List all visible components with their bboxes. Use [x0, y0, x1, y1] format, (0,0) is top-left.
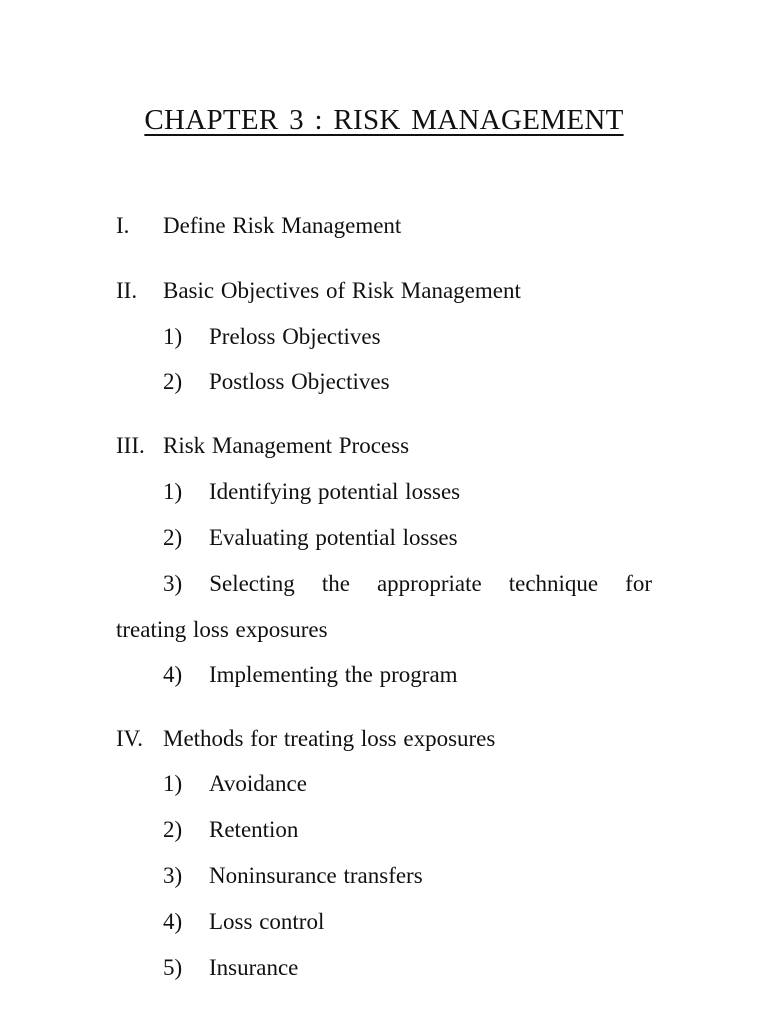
item-text: Retention: [209, 817, 299, 842]
section-title: Define Risk Management: [163, 213, 402, 238]
section-title: Basic Objectives of Risk Management: [163, 278, 521, 303]
item-number: 5): [163, 955, 183, 980]
item-text-continuation: treating loss exposures: [116, 617, 328, 642]
section-title: Methods for treating loss exposures: [163, 726, 496, 751]
item-word: for: [625, 571, 652, 596]
item-number: 1): [163, 324, 183, 349]
page-title-text: CHAPTER 3 : RISK MANAGEMENT: [144, 104, 624, 136]
item-text: Postloss Objectives: [209, 369, 390, 394]
item-text: Preloss Objectives: [209, 324, 381, 349]
list-item-justified: [163, 571, 652, 597]
page-title: [0, 104, 768, 137]
item-number: 1): [163, 479, 183, 504]
item-number: 2): [163, 525, 183, 550]
item-number: 4): [163, 909, 183, 934]
section-number: III.: [116, 433, 145, 458]
item-number: 1): [163, 771, 183, 796]
item-number: 2): [163, 817, 183, 842]
item-number: 3): [163, 571, 183, 596]
item-word: technique: [508, 571, 599, 596]
section-number: I.: [116, 213, 130, 238]
item-text: Loss control: [209, 909, 325, 934]
section-title: Risk Management Process: [163, 433, 410, 458]
item-text: Noninsurance transfers: [209, 863, 423, 888]
section-number: IV.: [116, 726, 144, 751]
item-number: 2): [163, 369, 183, 394]
item-text: Insurance: [209, 955, 299, 980]
item-word: the: [321, 571, 350, 596]
item-word: Selecting: [209, 571, 295, 596]
item-text: Evaluating potential losses: [209, 525, 458, 550]
section-number: II.: [116, 278, 138, 303]
item-number: 3): [163, 863, 183, 888]
item-text: Avoidance: [209, 771, 307, 796]
item-text: Implementing the program: [209, 662, 458, 687]
item-text: Identifying potential losses: [209, 479, 461, 504]
item-word: appropriate: [376, 571, 482, 596]
item-number: 4): [163, 662, 183, 687]
